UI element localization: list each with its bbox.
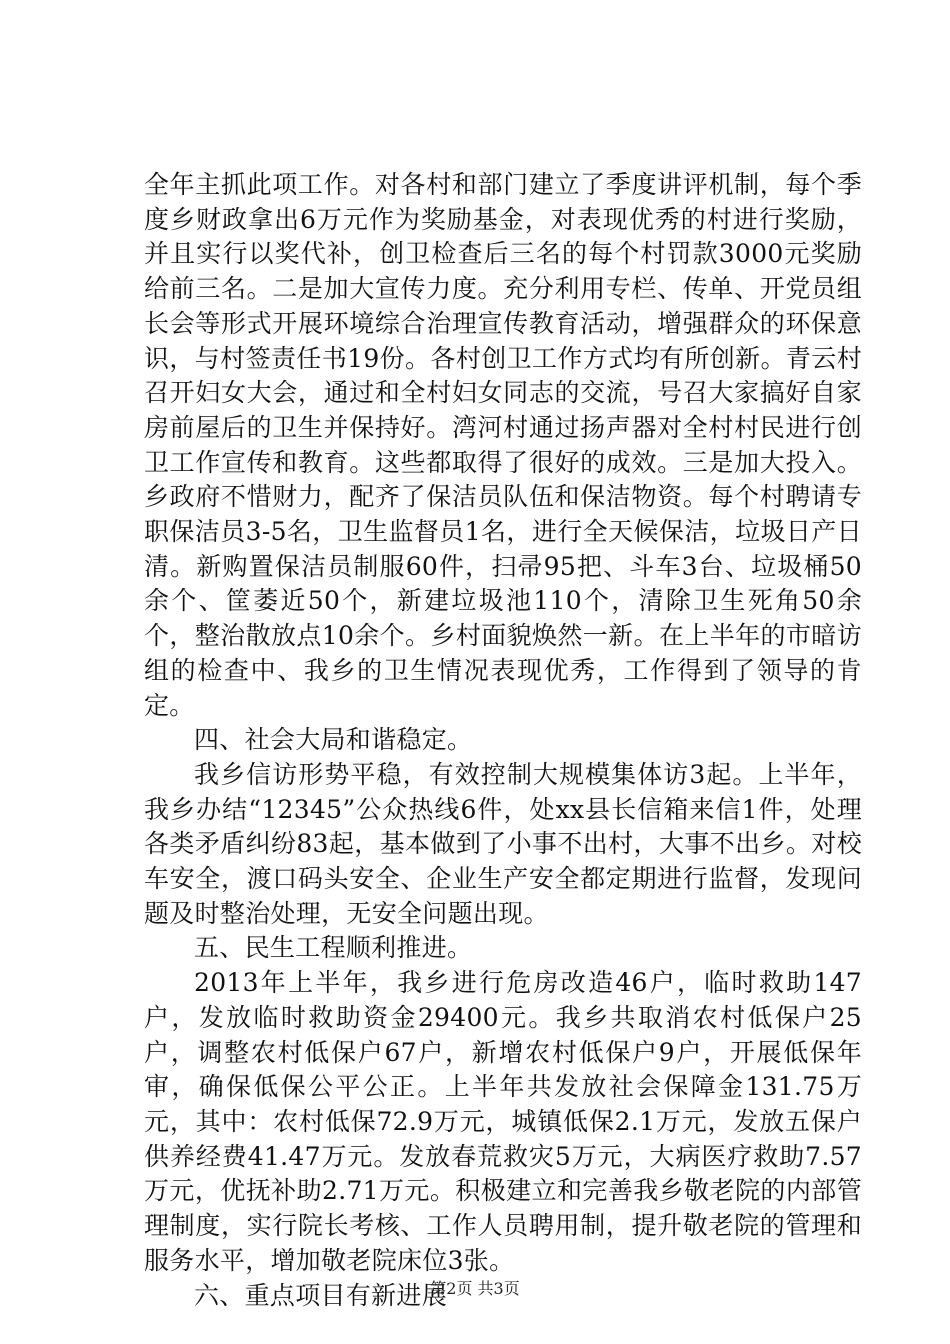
section-heading-key-projects: 六、重点项目有新进展	[194, 1280, 448, 1310]
section-heading-social-stability: 四、社会大局和谐稳定。	[194, 725, 473, 755]
paragraph-sanitation-work: 全年主抓此项工作。对各村和部门建立了季度讲评机制，每个季度乡财政拿出6万元作为奖励基金，对表现优秀的村进行奖励，并且实行以奖代补，创卫检查后三名的每个村罚款3000元奖励给前三名。二是加大宣传力度。充分利用专栏、传单、开党员组长会等形式开展环境综合治理宣传教育活动，增强群众的环保意识，与村签责任书19份。各村创卫工作方式均有所创新。青云村召开妇女大会，通过和全村妇女同志的交流，号召大家搞好自家房前屋后的卫生并保持好。湾河村通过扬声器对全村村民进行创卫工作宣传和教育。这些都取得了很好的成效。三是加大投入。乡政府不惜财力，配齐了保洁员队伍和保洁物资。每个村聘请专职保洁员3-5名，卫生监督员1名，进行全天候保洁，垃圾日产日清。新购置保洁员制服60件，扫帚95把、斗车3台、垃圾桶50余个、筐萎近50个，新建垃圾池110个，清除卫生死角50余个，整治散放点10余个。乡村面貌焕然一新。在上半年的市暗访组的检查中、我乡的卫生情况表现优秀，工作得到了领导的肯定。	[144, 170, 862, 720]
paragraph-petition-stability: 我乡信访形势平稳，有效控制大规模集体访3起。上半年，我乡办结“12345”公众热线6件，处xx县长信箱来信1件，处理各类矛盾纠纷83起，基本做到了小事不出村，大事不出乡。对校车安全，渡口码头安全、企业生产安全都定期进行监督，发现问题及时整治处理，无安全问题出现。	[144, 759, 862, 928]
section-heading-livelihood: 五、民生工程顺利推进。	[194, 933, 473, 963]
paragraph-livelihood-projects: 2013年上半年，我乡进行危房改造46户，临时救助147户，发放临时救助资金29400元。我乡共取消农村低保户25户，调整农村低保户67户，新增农村低保户9户，开展低保年审，确保低保公平公正。上半年共发放社会保障金131.75万元，其中：农村低保72.9万元，城镇低保2.1万元，发放五保户供养经费41.47万元。发放春荒救灾5万元，大病医疗救助7.57万元，优抚补助2.71万元。积极建立和完善我乡敬老院的内部管理制度，实行院长考核、工作人员聘用制，提升敬老院的管理和服务水平，增加敬老院床位3张。	[144, 968, 862, 1275]
document-body	[144, 168, 862, 1313]
page-number-footer: 第2页 共3页	[430, 1279, 520, 1298]
